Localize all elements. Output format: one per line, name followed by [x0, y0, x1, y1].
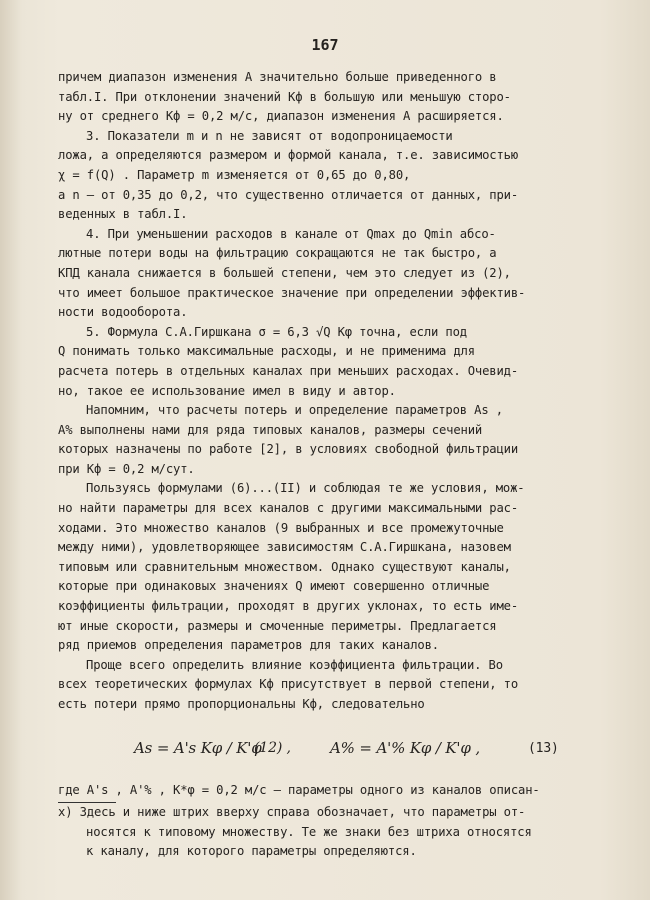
footnote-line: носятся к типовому множеству. Те же знаки без штриха относятся — [86, 824, 532, 839]
text-line: ложа, а определяются размером и формой канала, т.е. зависимостью — [58, 148, 518, 163]
page-body — [58, 68, 618, 862]
text-line: что имеет большое практическое значение при определении эффектив- — [58, 285, 526, 300]
text-line: Напомним, что расчеты потерь и определение параметров As , — [86, 403, 503, 418]
page-number: 167 — [311, 36, 339, 54]
text-line: коэффициенты фильтрации, проходят в других уклонах, то есть име- — [58, 599, 518, 614]
text-line: причем диапазон изменения А значительно больше приведенного в — [58, 70, 497, 84]
text-line: χ = f(Q) . Параметр m изменяется от 0,65 до 0,80, — [58, 167, 411, 182]
text-line: есть потери прямо пропорциональны Кф, следовательно — [58, 697, 425, 711]
text-line: но, такое ее использование имел в виду и автор. — [58, 383, 396, 398]
formula-12-number: (12) , — [254, 739, 291, 756]
text-line: табл.I. При отклонении значений Кф в большую или меньшую сторо- — [58, 89, 511, 104]
formula-12: As = A's Kφ / K'φ — [134, 738, 262, 757]
text-line: типовым или сравнительным множеством. Однако существуют каналы, — [58, 559, 511, 574]
text-line: 4. При уменьшении расходов в канале от Qmax до Qmin абсо- — [86, 226, 496, 241]
text-line: которые при одинаковых значениях Q имеют совершенно отличные — [58, 579, 490, 594]
text-line: расчета потерь в отдельных каналах при меньших расходах. Очевид- — [58, 363, 518, 378]
text-line: лютные потери воды на фильтрацию сокращаются не так быстро, а — [58, 246, 497, 261]
text-line: ну от среднего Кф = 0,2 м/с, диапазон изменения А расширяется. — [58, 109, 504, 124]
text-line: Проще всего определить влияние коэффициента фильтрации. Во — [86, 657, 503, 672]
text-line: 5. Формула С.А.Гиршкана σ = 6,3 √Q Кφ точна, если под — [86, 324, 467, 339]
text-line: Пользуясь формулами (6)...(II) и соблюдая те же условия, мож- — [86, 481, 525, 496]
text-line: Q понимать только максимальные расходы, и не применима для — [58, 344, 475, 359]
text-line: ходами. Это множество каналов (9 выбранных и все промежуточные — [58, 520, 504, 535]
text-line: ряд приемов определения параметров для таких каналов. — [58, 638, 439, 653]
text-line: КПД канала снижается в большей степени, чем это следует из (2), — [58, 265, 511, 280]
text-line: ют иные скорости, размеры и смоченные периметры. Предлагается — [58, 618, 497, 633]
text-line: при Кф = 0,2 м/сут. — [58, 461, 195, 476]
text-line: которых назначены по работе [2], в условиях свободной фильтрации — [58, 442, 518, 457]
text-line: 3. Показатели m и n не зависят от водопроницаемости — [86, 128, 453, 143]
text-line: веденных в табл.I. — [58, 207, 188, 222]
text-line: а n – от 0,35 до 0,2, что существенно отличается от данных, при- — [58, 187, 518, 202]
text-line: всех теоретических формулах Кф присутствует в первой степени, то — [58, 677, 518, 692]
footnote-line: x) Здесь и ниже штрих вверху справа обозначает, что параметры от- — [58, 805, 526, 820]
formula-block — [58, 723, 618, 777]
text-line: между ними), удовлетворяющее зависимостям С.А.Гиршкана, назовем — [58, 540, 511, 555]
formula-13: A% = A'% Kφ / K'φ , — [330, 738, 480, 757]
text-line: ности водооборота. — [58, 305, 188, 320]
formula-13-number: (13) — [528, 740, 559, 756]
footnote-line: к каналу, для которого параметры определяются. — [86, 844, 417, 859]
text-line: A% выполнены нами для ряда типовых каналов, размеры сечений — [58, 422, 483, 437]
text-line: но найти параметры для всех каналов с другими максимальными рас- — [58, 501, 518, 516]
text-line-after-formula: где A's , A'% , K*φ = 0,2 м/с – параметры одного из каналов описан- — [58, 782, 540, 797]
